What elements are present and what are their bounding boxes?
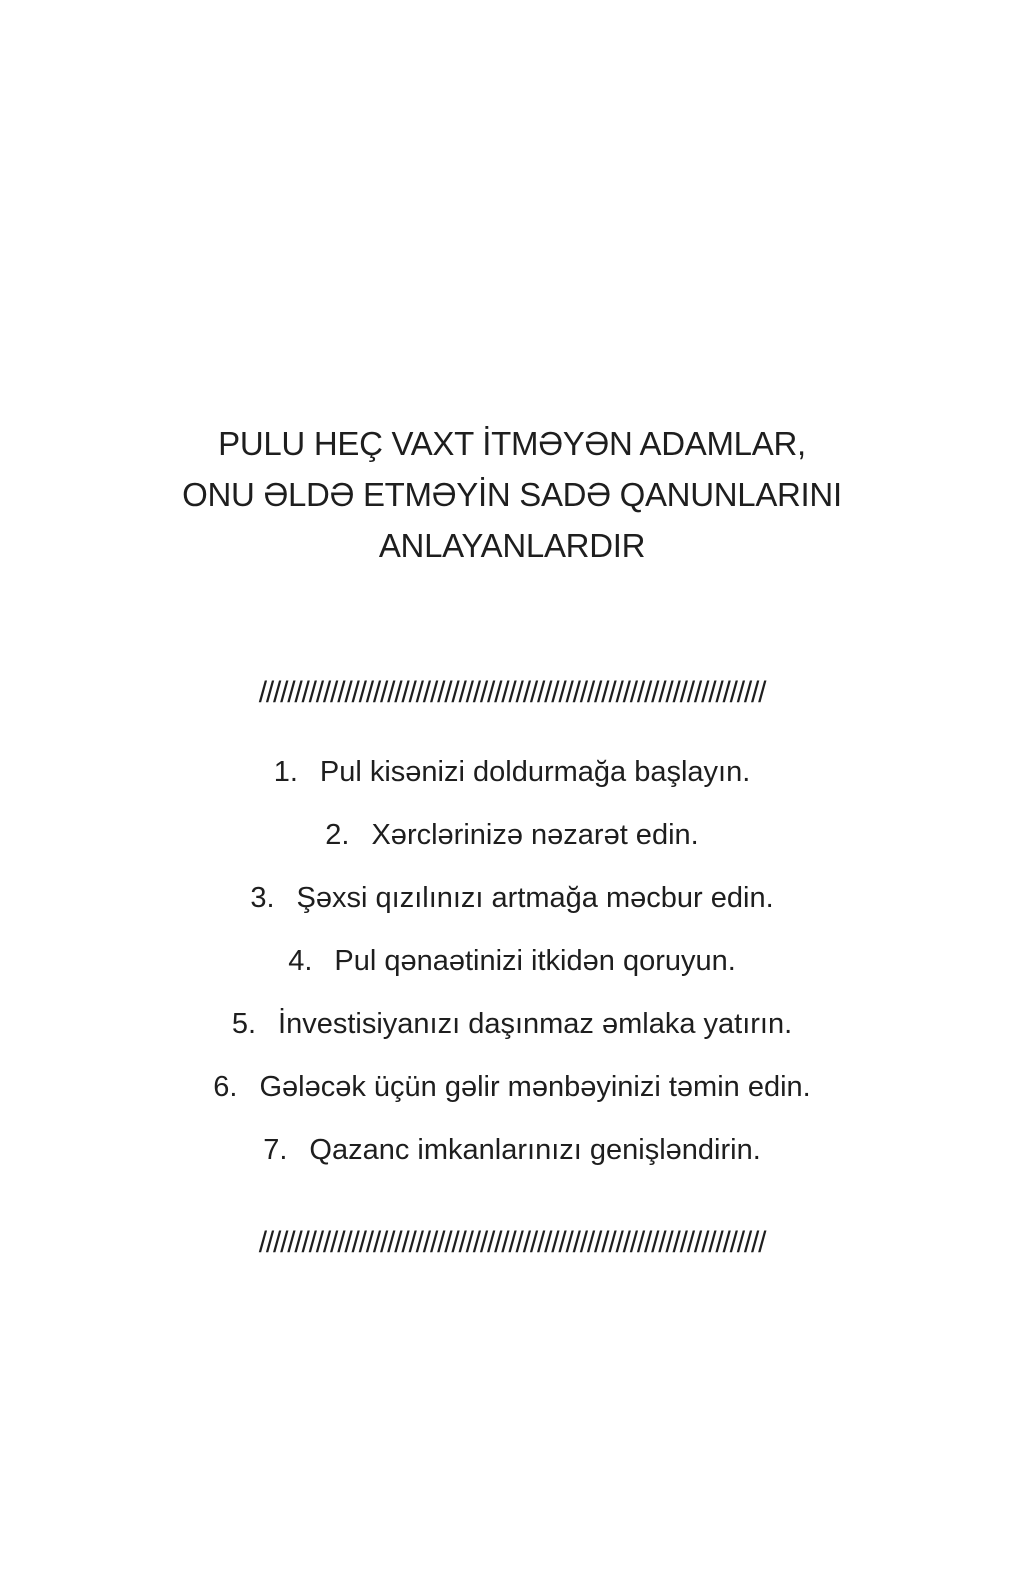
list-item-number: 1. xyxy=(273,756,298,788)
list-item xyxy=(0,1002,1024,1065)
list-item xyxy=(0,813,1024,876)
list-item-text: Şəxsi qızılınızı artmağa məcbur edin. xyxy=(296,882,774,914)
list-item-text: Pul qənaətinizi itkidən qoruyun. xyxy=(334,945,736,977)
list-item xyxy=(0,876,1024,939)
list-item-number: 6. xyxy=(213,1071,238,1103)
divider-bottom: /////////////////////////////////////////////////////////////////////// xyxy=(258,1226,766,1259)
list-item xyxy=(0,750,1024,813)
list-item xyxy=(0,1128,1024,1191)
list-item xyxy=(0,1065,1024,1128)
list-item-number: 3. xyxy=(250,882,275,914)
list-item-text: Pul kisənizi doldurmağa başlayın. xyxy=(319,756,751,788)
list-item xyxy=(0,939,1024,1002)
list-item-text: Qazanc imkanlarınızı genişləndirin. xyxy=(309,1134,761,1166)
title-line-3: ANLAYANLARDIR xyxy=(378,527,646,564)
page-title xyxy=(0,418,1024,571)
list-item-text: Xərclərinizə nəzarət edin. xyxy=(371,819,699,851)
rules-list xyxy=(0,750,1024,1191)
list-item-number: 5. xyxy=(231,1008,257,1040)
list-item-number: 7. xyxy=(263,1134,288,1166)
list-item-text: Gələcək üçün gəlir mənbəyinizi təmin edin. xyxy=(259,1071,811,1103)
list-item-number: 4. xyxy=(288,945,313,977)
title-line-1: PULU HEÇ VAXT İTMƏYƏN ADAMLAR, xyxy=(218,425,806,462)
divider-top: /////////////////////////////////////////////////////////////////////// xyxy=(258,676,766,709)
list-item-text: İnvestisiyanızı daşınmaz əmlaka yatırın. xyxy=(278,1008,793,1040)
title-line-2: ONU ƏLDƏ ETMƏYİN SADƏ QANUNLARINI xyxy=(182,476,842,513)
list-item-number: 2. xyxy=(325,819,350,851)
